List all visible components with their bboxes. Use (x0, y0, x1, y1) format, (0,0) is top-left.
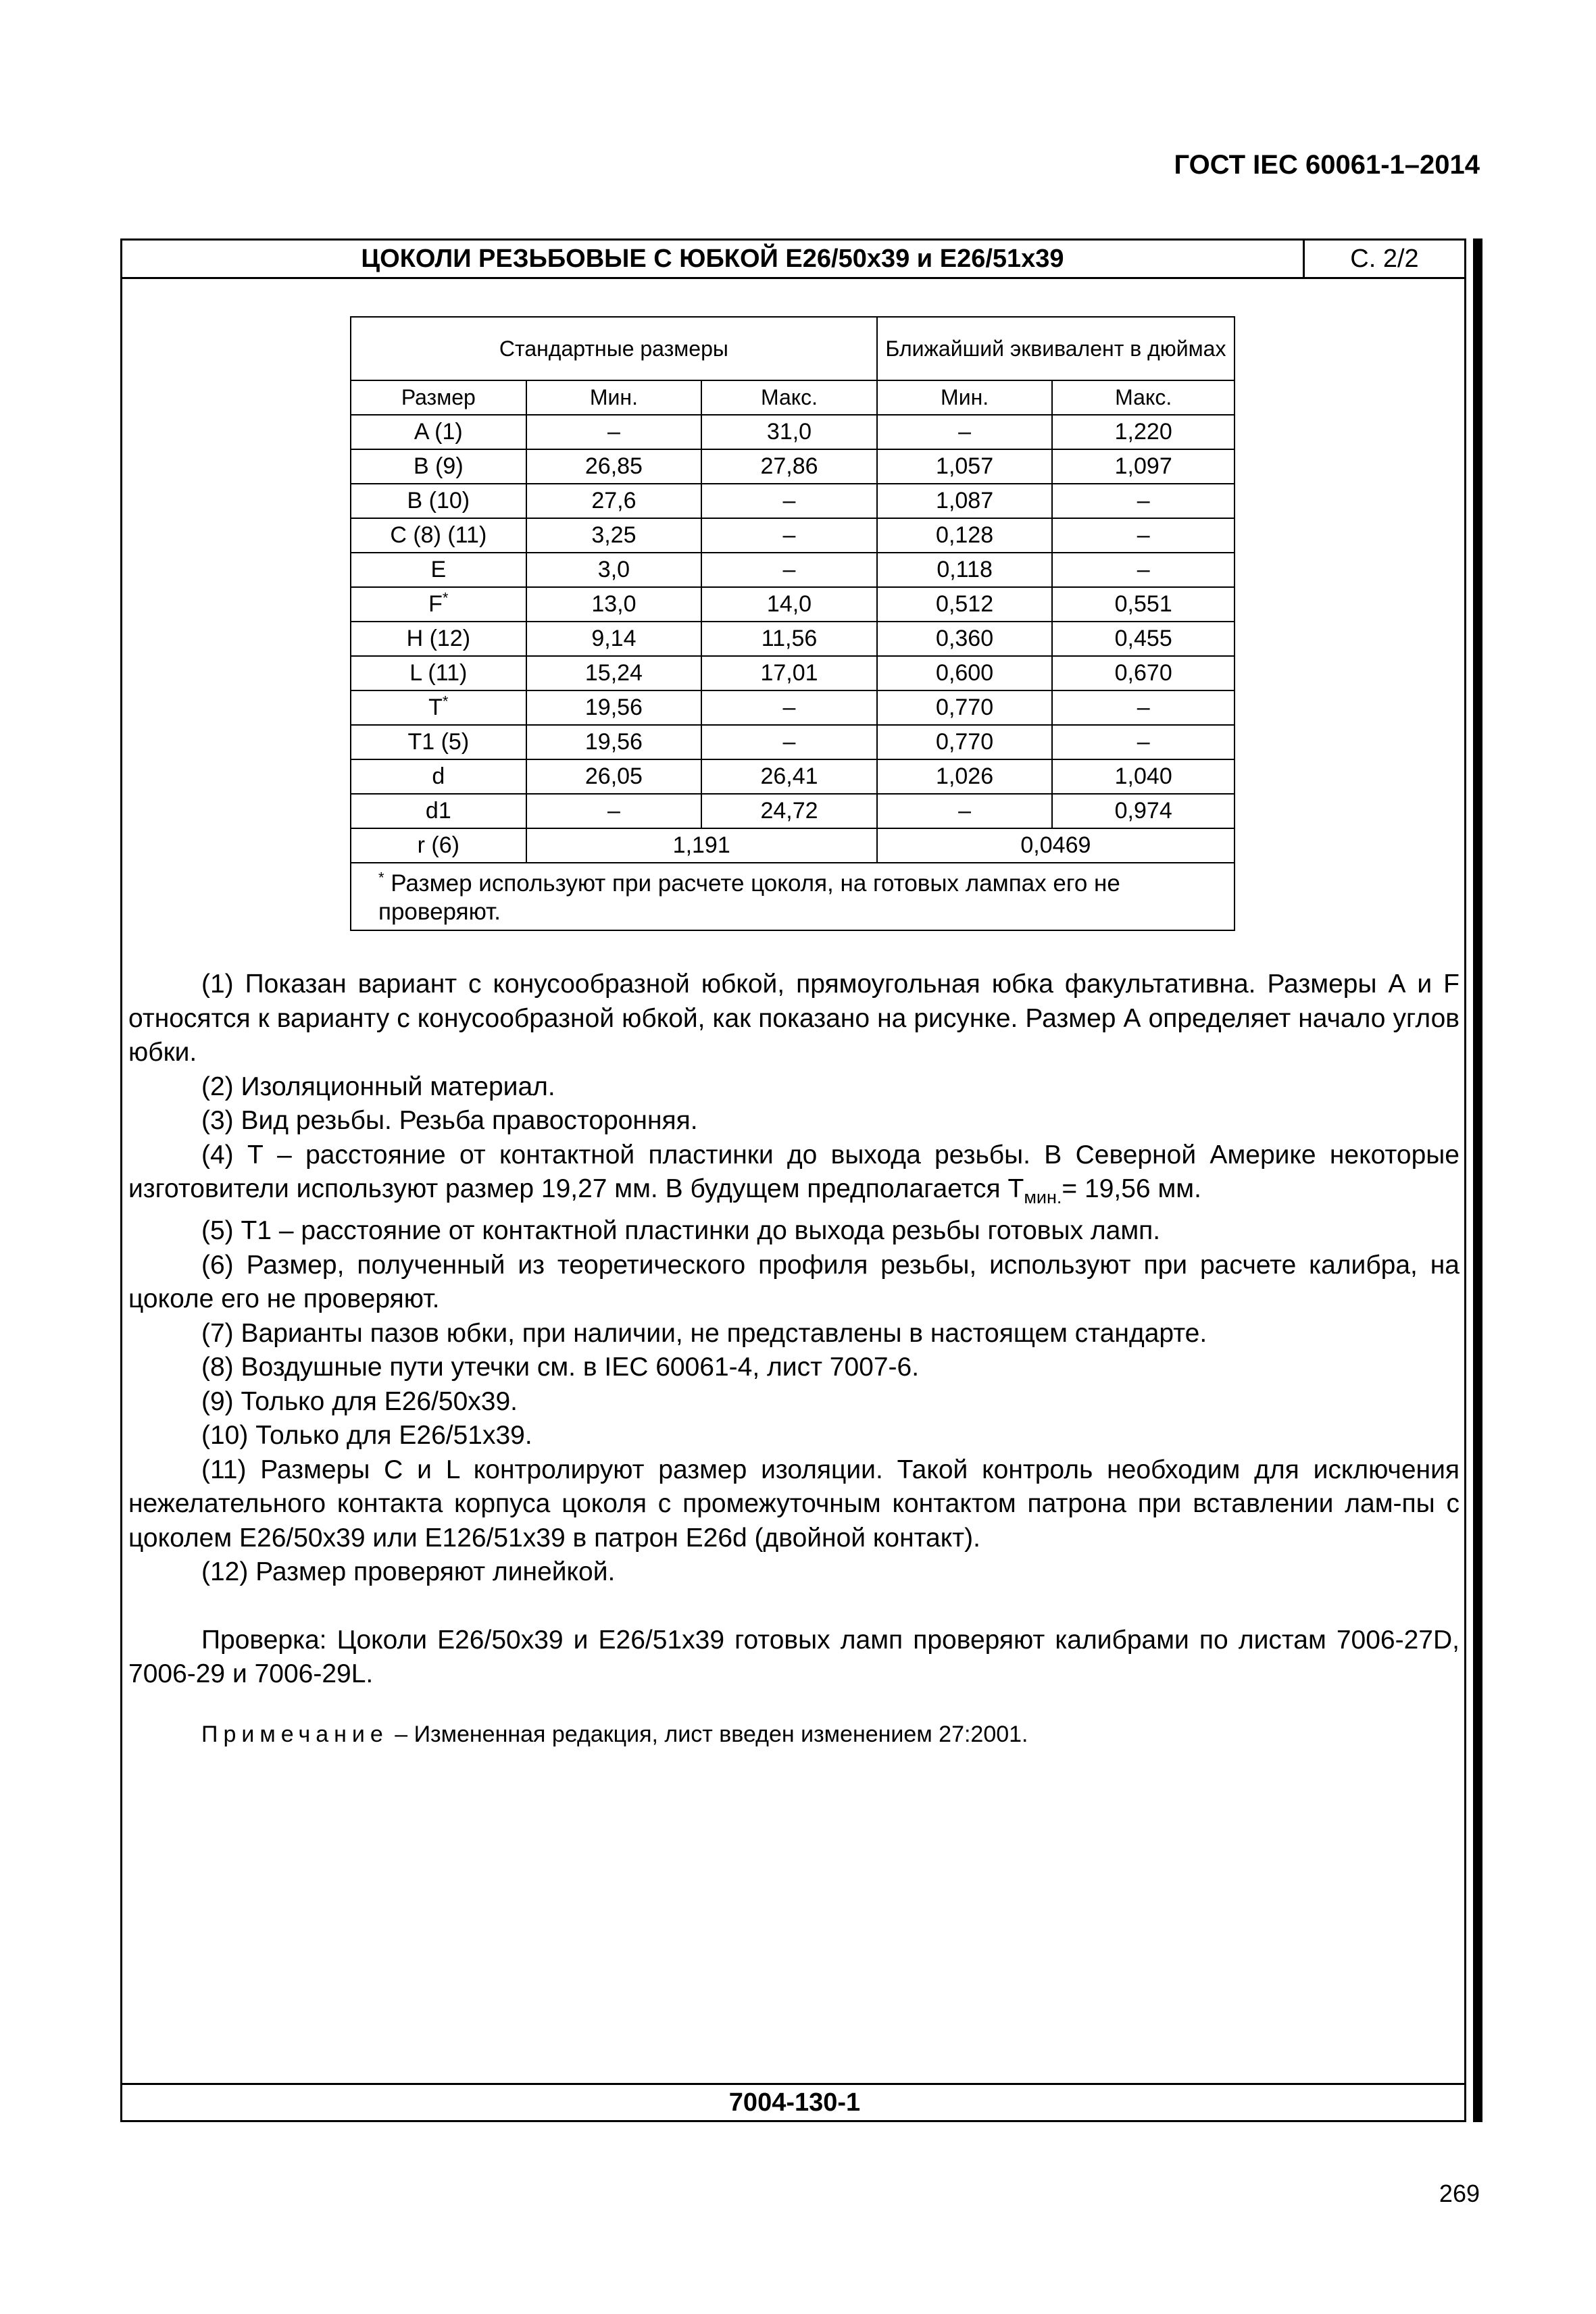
cell-max: 14,0 (701, 587, 877, 622)
size-label: F (428, 591, 443, 617)
cell-size-name (351, 690, 526, 725)
cell-size-name (351, 518, 526, 553)
cell-min: 3,0 (526, 553, 702, 587)
footnote-text: Размер используют при расчете цоколя, на готовых лампах его не проверяют. (378, 870, 1120, 925)
notes-section (128, 967, 1460, 1692)
cell-size-name (351, 484, 526, 518)
cell-r-inch: 0,0469 (877, 828, 1235, 863)
cell-imin: 0,118 (877, 553, 1053, 587)
cell-max: 26,41 (701, 759, 877, 794)
cell-imin: 0,770 (877, 725, 1053, 759)
note-5: (5) Т1 – расстояние от контактной пластинки до выхода резьбы готовых ламп. (201, 1216, 1161, 1246)
table-row (351, 622, 1235, 656)
cell-size-name (351, 587, 526, 622)
cell-size-name (351, 725, 526, 759)
col-min-header: Мин. (526, 380, 702, 415)
table-column-header (351, 380, 1235, 415)
col-inch-min-header: Мин. (877, 380, 1053, 415)
cell-max: 27,86 (701, 449, 877, 484)
cell-min: 3,25 (526, 518, 702, 553)
cell-max: – (701, 725, 877, 759)
col-inch-max-header: Макс. (1052, 380, 1235, 415)
cell-imin: – (877, 415, 1053, 449)
cell-imin: 0,128 (877, 518, 1053, 553)
note-1: (1) Показан вариант с конусообразной юбкой, прямоугольная юбка факультативна. Размеры А и F относятся к варианту с конусообразной юбкой, как показано на рисунке. Размер А определяет начало углов юбки. (128, 970, 1460, 1067)
cell-min: – (526, 794, 702, 828)
cell-min: 13,0 (526, 587, 702, 622)
note-11: (11) Размеры С и L контролируют размер изоляции. Такой контроль необходим для исключения нежелательного контакта корпуса цоколя с промежуточным контактом патрона при вставлении лам-пы с цоколем Е26/50х39 или Е126/51х39 в патрон Е26d (двойной контакт). (128, 1455, 1460, 1553)
cell-imin: 0,512 (877, 587, 1053, 622)
sheet-code: 7004-130-1 (728, 2088, 861, 2117)
cell-size-name (351, 449, 526, 484)
table-row-r (351, 828, 1235, 863)
size-label: L (11) (409, 660, 468, 686)
note-4-text: (4) Т – расстояние от контактной пластинки до выхода резьбы. В Северной Америке некоторые изготовители используют размер 19,27 мм. В будущем предполагается Т (128, 1140, 1460, 1203)
cell-imax: 1,040 (1052, 759, 1235, 794)
cell-imax: – (1052, 690, 1235, 725)
cell-min: 9,14 (526, 622, 702, 656)
table-row (351, 690, 1235, 725)
cell-imin: 1,026 (877, 759, 1053, 794)
table-row (351, 725, 1235, 759)
col-max-header: Макс. (701, 380, 877, 415)
cell-max: – (701, 690, 877, 725)
note-4-subscript: мин. (1024, 1186, 1062, 1207)
page-number: 269 (1439, 2180, 1480, 2207)
note-2: (2) Изоляционный материал. (201, 1072, 555, 1101)
cell-max: 31,0 (701, 415, 877, 449)
size-label: B (10) (407, 488, 470, 513)
cell-imax: 0,455 (1052, 622, 1235, 656)
sheet-title-row (122, 241, 1464, 279)
table-row (351, 553, 1235, 587)
sheet-code-row (122, 2083, 1464, 2120)
cell-min: – (526, 415, 702, 449)
note-4-value: = 19,56 мм. (1062, 1174, 1201, 1203)
cell-imin: – (877, 794, 1053, 828)
cell-imax: – (1052, 484, 1235, 518)
cell-imin: 0,770 (877, 690, 1053, 725)
cell-max: – (701, 518, 877, 553)
cell-imin: 1,057 (877, 449, 1053, 484)
cell-size-name (351, 759, 526, 794)
note-8: (8) Воздушные пути утечки см. в IEC 60061-4, лист 7007-6. (201, 1353, 920, 1382)
table-group-header (351, 317, 1235, 380)
cell-size-name (351, 794, 526, 828)
cell-size-name: r (6) (351, 828, 526, 863)
size-label: d1 (425, 798, 451, 824)
size-label: B (9) (413, 453, 464, 479)
cell-r-value: 1,191 (526, 828, 877, 863)
footnote-mark: * (442, 589, 449, 607)
remark (201, 1721, 1028, 1748)
cell-min: 26,85 (526, 449, 702, 484)
footnote-mark: * (442, 693, 449, 710)
cell-imin: 0,360 (877, 622, 1053, 656)
sheet-edge-bar (1473, 238, 1482, 2122)
table-footnote-row (351, 863, 1235, 930)
table-row (351, 484, 1235, 518)
table-row (351, 518, 1235, 553)
cell-imin: 0,600 (877, 656, 1053, 690)
group-standard-sizes: Стандартные размеры (351, 317, 877, 380)
col-size-header: Размер (351, 380, 526, 415)
cell-min: 19,56 (526, 725, 702, 759)
cell-size-name (351, 622, 526, 656)
group-inch-equivalent: Ближайший эквивалент в дюймах (877, 317, 1235, 380)
cell-imax: 0,670 (1052, 656, 1235, 690)
cell-imax: – (1052, 725, 1235, 759)
table-row (351, 449, 1235, 484)
cell-imax: 0,974 (1052, 794, 1235, 828)
cell-imax: – (1052, 518, 1235, 553)
table-row (351, 656, 1235, 690)
cell-imax: 1,097 (1052, 449, 1235, 484)
cell-size-name (351, 415, 526, 449)
cell-min: 26,05 (526, 759, 702, 794)
cell-max: 17,01 (701, 656, 877, 690)
table-row (351, 794, 1235, 828)
standard-code: ГОСТ IEC 60061-1–2014 (1174, 150, 1480, 180)
note-3: (3) Вид резьбы. Резьба правосторонняя. (201, 1106, 698, 1135)
sheet-page-indicator: С. 2/2 (1350, 245, 1419, 273)
cell-imax: 1,220 (1052, 415, 1235, 449)
size-label: A (1) (414, 419, 463, 445)
sheet-title: ЦОКОЛИ РЕЗЬБОВЫЕ С ЮБКОЙ Е26/50х39 и Е26/51х39 (122, 241, 1305, 277)
remark-text: – Измененная редакция, лист введен изменением 27:2001. (388, 1721, 1028, 1747)
note-7: (7) Варианты пазов юбки, при наличии, не представлены в настоящем стандарте. (201, 1318, 1207, 1348)
cell-imax: 0,551 (1052, 587, 1235, 622)
footnote-mark: * (378, 869, 384, 886)
note-10: (10) Только для Е26/51х39. (201, 1421, 532, 1451)
cell-imin: 1,087 (877, 484, 1053, 518)
cell-size-name (351, 553, 526, 587)
note-9: (9) Только для Е26/50х39. (201, 1386, 518, 1416)
note-6: (6) Размер, полученный из теоретического профиля резьбы, используют при расчете калибра, на цоколе его не проверяют. (128, 1250, 1460, 1314)
check-paragraph: Проверка: Цоколи Е26/50х39 и Е26/51х39 готовых ламп проверяют калибрами по листам 7006-27D, 7006-29 и 7006-29L. (128, 1625, 1460, 1689)
cell-max: – (701, 484, 877, 518)
size-label: T (428, 695, 443, 720)
cell-min: 15,24 (526, 656, 702, 690)
table-footnote (351, 863, 1235, 930)
note-4 (128, 1138, 1460, 1215)
size-label: T1 (5) (407, 729, 470, 755)
size-label: d (432, 763, 445, 789)
remark-label: Примечание (201, 1721, 389, 1747)
table-row (351, 587, 1235, 622)
size-label: E (430, 557, 447, 582)
cell-size-name (351, 656, 526, 690)
cell-max: 24,72 (701, 794, 877, 828)
dimensions-table (350, 316, 1235, 931)
cell-min: 19,56 (526, 690, 702, 725)
cell-max: 11,56 (701, 622, 877, 656)
table-row (351, 759, 1235, 794)
cell-min: 27,6 (526, 484, 702, 518)
note-12: (12) Размер проверяют линейкой. (201, 1557, 616, 1587)
cell-max: – (701, 553, 877, 587)
table-row (351, 415, 1235, 449)
size-label: C (8) (11) (390, 522, 487, 548)
cell-imax: – (1052, 553, 1235, 587)
size-label: H (12) (406, 626, 471, 651)
